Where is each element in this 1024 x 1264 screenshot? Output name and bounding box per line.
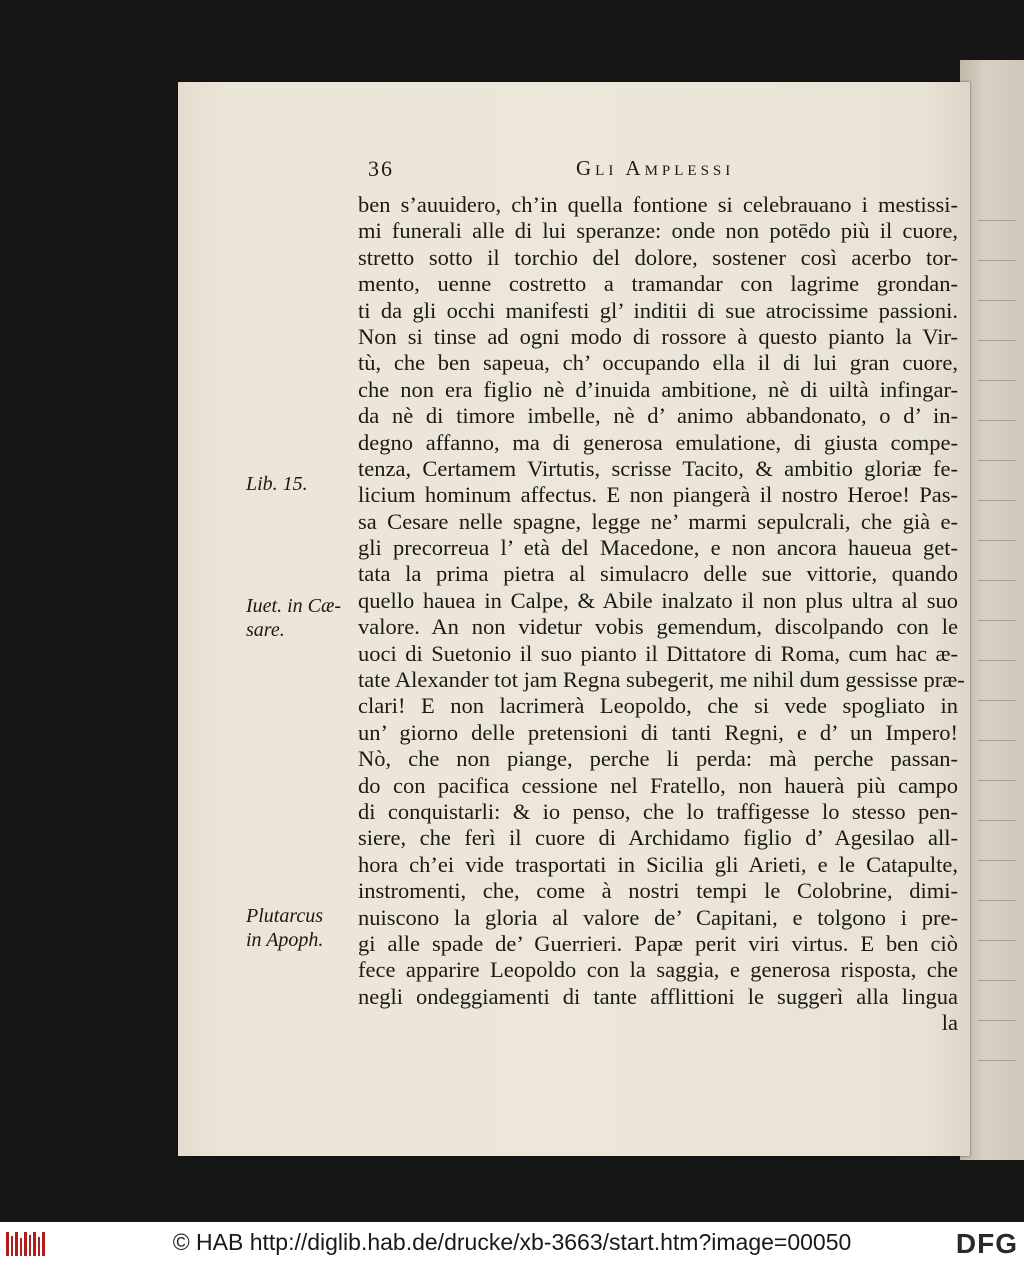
text-line: Non si tinse ad ogni modo di rossore à questo pianto la Vir- (358, 323, 958, 349)
text-line: tenza, Certamem Virtutis, scrisse Tacito, & ambitio gloriæ fe- (358, 455, 958, 481)
margin-note-suetonius (246, 594, 356, 642)
text-line: ben s’auuidero, ch’in quella fontione si celebrauano i mestissi- (358, 192, 958, 217)
text-line: gli precorreua l’ età del Macedone, e non ancora haueua get- (358, 535, 958, 561)
text-line: sa Cesare nelle spagne, legge ne’ marmi sepulcrali, che già e- (358, 508, 958, 534)
book-page (178, 82, 970, 1156)
text-line: mento, uenne costretto a tramandar con lagrime grondan- (358, 271, 958, 297)
text-line: siere, che ferì il cuore di Archidamo figlio d’ Agesilao all- (358, 825, 958, 851)
margin-note-tacitus: Lib. 15. (246, 473, 308, 495)
text-line: valore. An non videtur vobis gemendum, discolpando con le (358, 614, 958, 640)
running-title: Gli Amplessi (576, 156, 735, 180)
text-line: instromenti, che, come à nostri tempi le Colobrine, dimi- (358, 878, 958, 904)
text-line: negli ondeggiamenti di tante afflittioni le suggerì alla lingua (358, 983, 958, 1009)
source-url[interactable]: © HAB http://diglib.hab.de/drucke/xb-3663/start.htm?image=00050 (172, 1229, 852, 1255)
text-line: che non era figlio nè d’inuida ambitione, nè di uiltà infingar- (358, 376, 958, 402)
text-line: mi funerali alle di lui speranze: onde non potēdo più il cuore, (358, 218, 958, 244)
margin-note-line: Iuet. in Cæ- (246, 595, 341, 617)
text-line: gi alle spade de’ Guerrieri. Papæ perit viri virtus. E ben ciò (358, 930, 958, 956)
catchword: la (941, 1010, 958, 1036)
text-line: Nò, che non piange, perche li perda: mà perche passan- (358, 746, 958, 772)
text-line: di conquistarli: & io penso, che lo traffigesse lo stesso pen- (358, 798, 958, 824)
margin-note-line: Plutarcus (246, 905, 324, 927)
text-line: tate Alexander tot jam Regna subegerit, me nihil dum gessisse præ- (358, 667, 965, 693)
text-line: licium hominum affectus. E non piangerà il nostro Heroe! Pas- (358, 482, 958, 508)
page-number: 36 (368, 156, 394, 181)
text-line: tata la prima pietra al simulacro delle sue vittorie, quando (358, 561, 958, 587)
text-line: da nè di timore imbelle, nè d’ animo abbandonato, o d’ in- (358, 403, 958, 429)
text-line: fece apparire Leopoldo con la saggia, e generosa risposta, che (358, 957, 958, 983)
text-line: uoci di Suetonio il suo pianto il Dittatore di Roma, cum hac æ- (358, 640, 958, 666)
text-line: nuiscono la gloria al valore de’ Capitani, e tolgono i pre- (358, 904, 958, 930)
text-line: ti da gli occhi manifesti gl’ inditii di sue atrocissime passioni. (358, 297, 958, 323)
text-line: tù, che ben sapeua, ch’ occupando ella il di lui gran cuore, (358, 350, 958, 376)
text-line: un’ giorno delle pretensioni di tanti Regni, e d’ un Impero! (358, 719, 958, 745)
text-line: do con pacifica cessione nel Fratello, non hauerà più campo (358, 772, 958, 798)
text-line: hora ch’ei vide trasportati in Sicilia gli Arieti, e le Catapulte, (358, 851, 958, 877)
text-line: degno affanno, ma di generosa emulatione, di giusta compe- (358, 429, 958, 455)
text-line: stretto sotto il torchio del dolore, sostener così acerbo tor- (358, 244, 958, 270)
text-line: clari! E non lacrimerà Leopoldo, che si vede spogliato in (358, 693, 958, 719)
text-line: quello hauea in Calpe, & Abile inalzato il non plus ultra al suo (358, 587, 958, 613)
margin-note-plutarch (246, 904, 356, 952)
margin-note-line: in Apoph. (246, 929, 324, 951)
dfg-logo: DFG (955, 1228, 1018, 1259)
viewer-footer (0, 1222, 1024, 1264)
page-header (368, 156, 948, 186)
body-text (358, 192, 965, 1037)
margin-note-line: sare. (246, 619, 285, 641)
